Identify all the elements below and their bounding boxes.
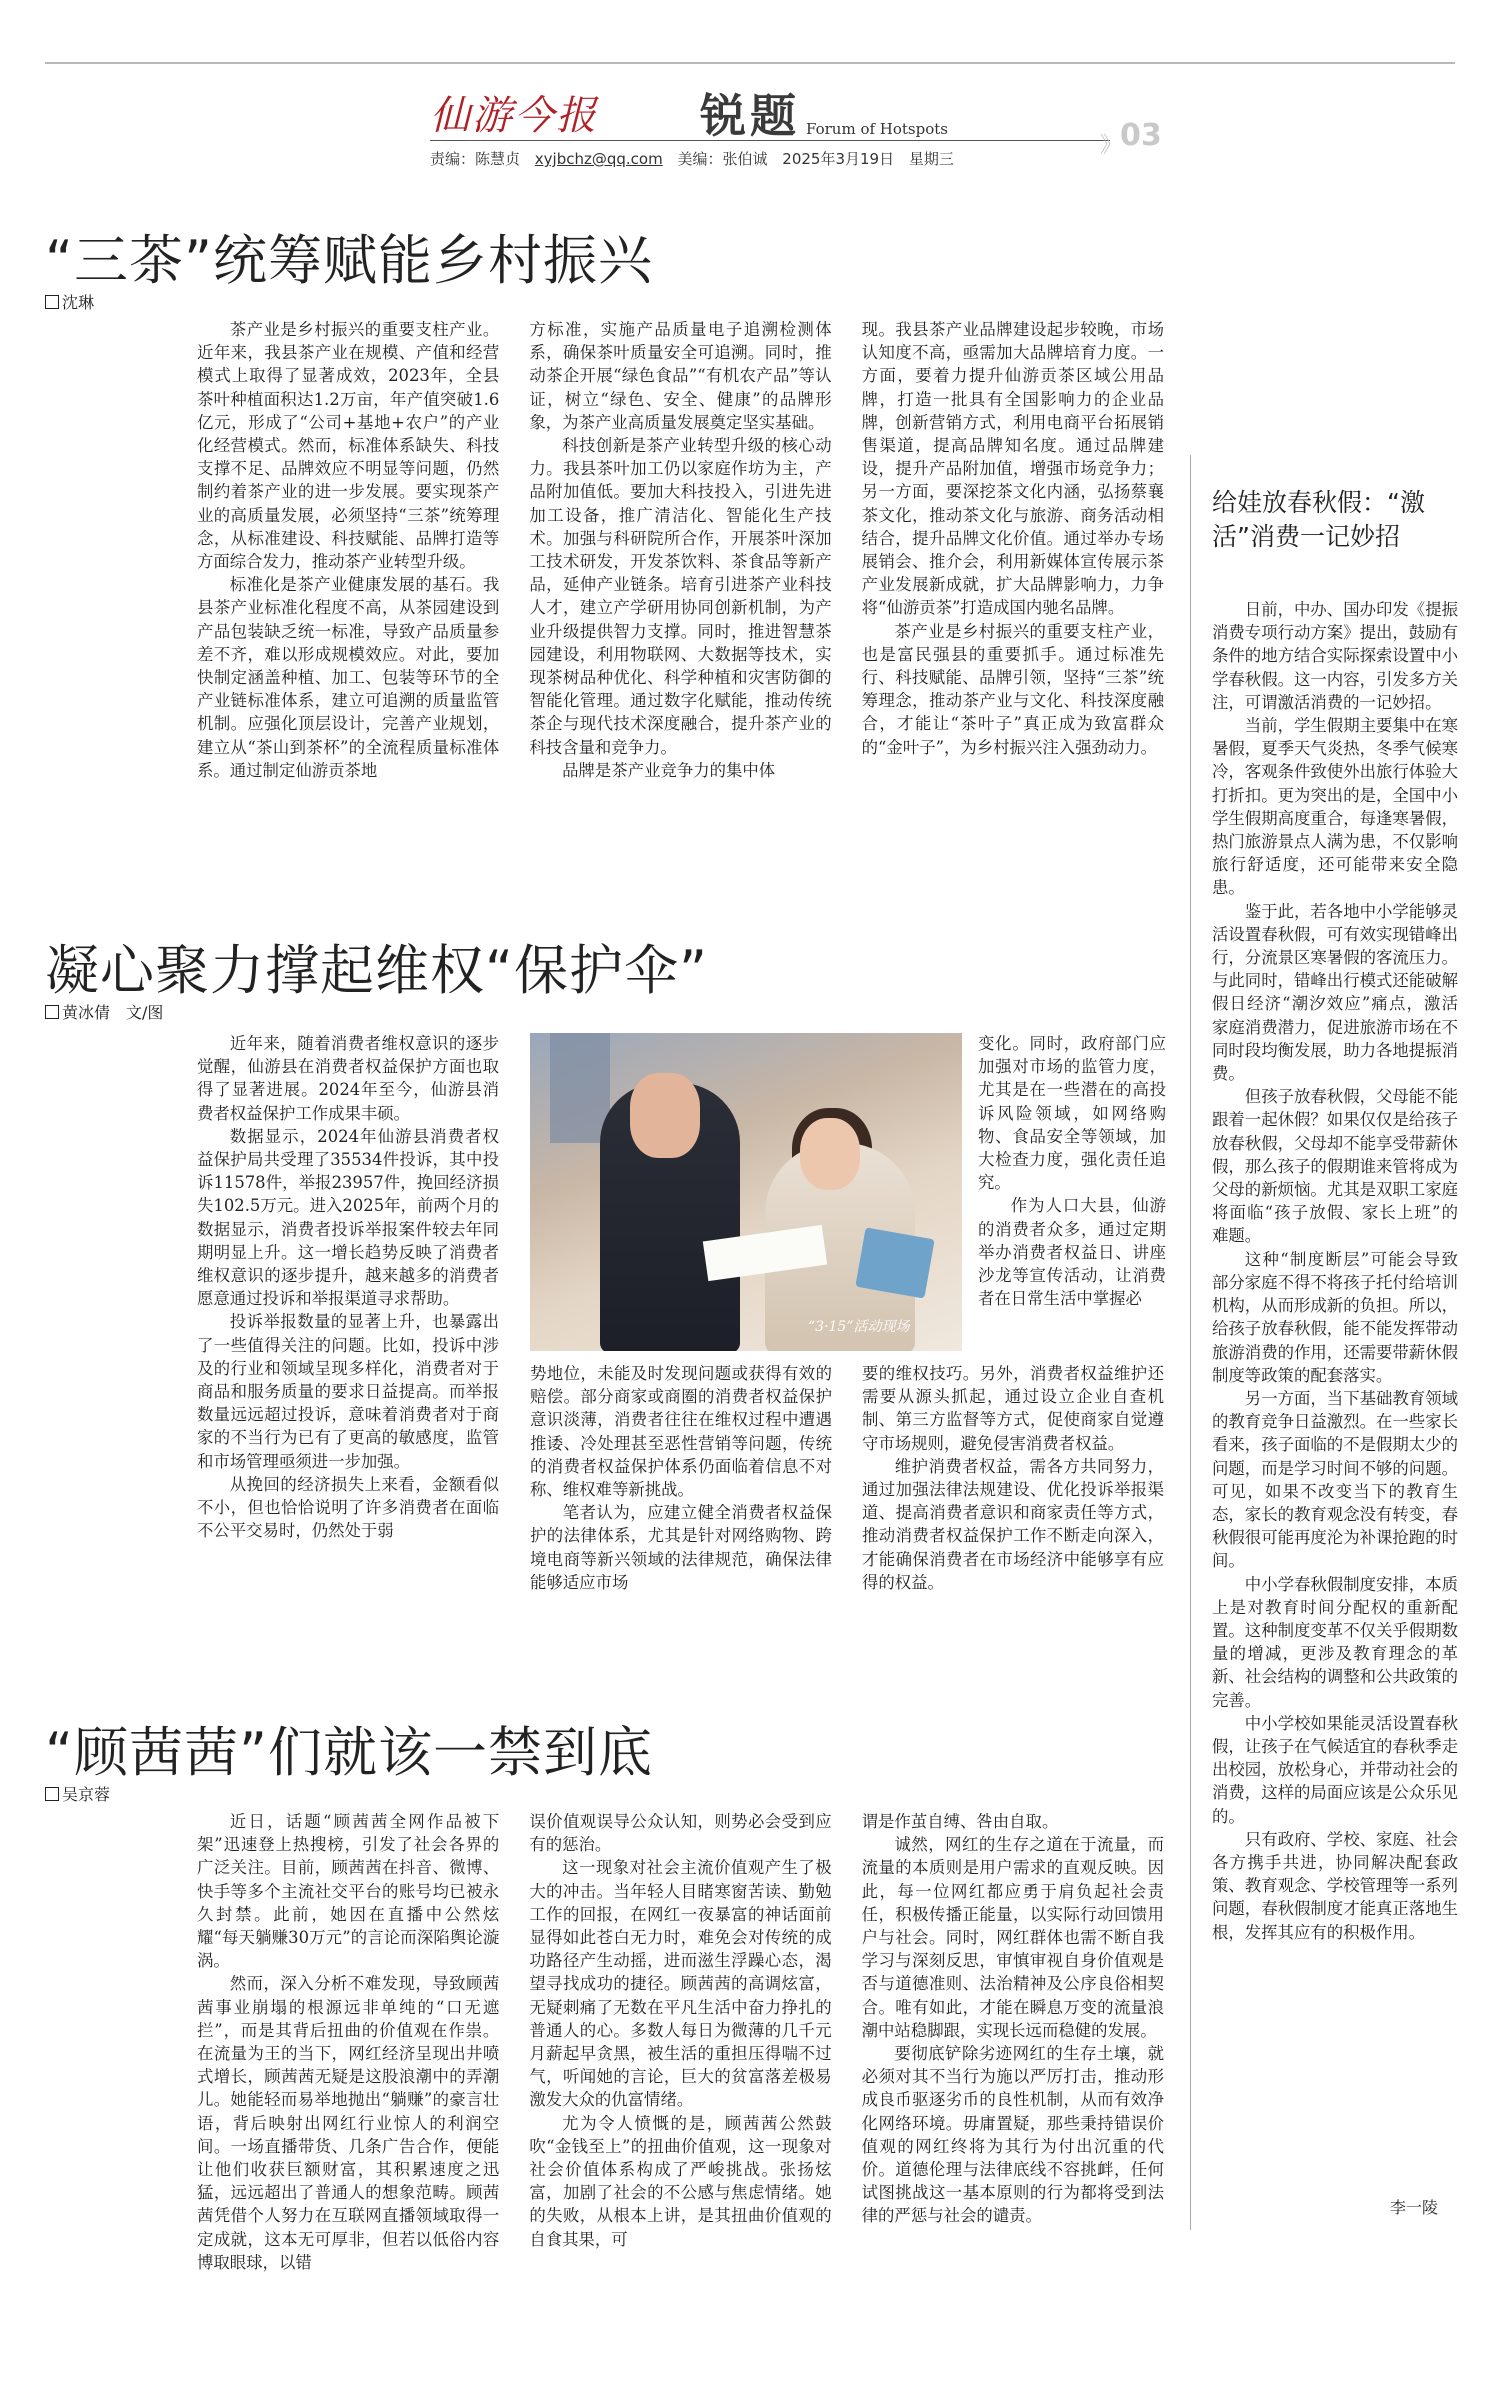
paragraph: 投诉举报数量的显著上升，也暴露出了一些值得关注的问题。比如，投诉中涉及的行业和领域呈现多样化，消费者对于商品和服务质量的要求日益提高。而举报数量远远超过投诉，意味着消费者对于商家的不当行为已有了更高的敏感度，监管和市场管理亟须进一步加强。 [197,1312,499,1471]
paragraph: 然而，深入分析不难发现，导致顾茜茜事业崩塌的根源远非单纯的“口无遮拦”，而是其背后扭曲的价值观在作祟。在流量为王的当下，网红经济呈现出井喷式增长，顾茜茜无疑是这股浪潮中的弄潮儿。她能轻而易举地抛出“躺赚”的豪言壮语，背后映射出网红行业惊人的利润空间。一场直播带货、几条广告合作，便能让他们收获巨额财富，其积累速度之迅猛，远远超出了普通人的想象范畴。顾茜茜凭借个人努力在互联网直播领域取得一定成就，这本无可厚非，但若以低俗内容博取眼球，以错 [197,1974,500,2272]
sidebar-body [1212,598,1458,1944]
paragraph: 中小学校如果能灵活设置春秋假，让孩子在气候适宜的春秋季走出校园，放松身心，并带动社会的消费，这样的局面应该是公众乐见的。 [1212,1713,1458,1826]
issue-date: 2025年3月19日 [782,150,895,168]
paragraph: 谓是作茧自缚、咎由自取。 [861,1812,1059,1831]
article2-column-1 [197,1032,499,1687]
article3-column-1 [197,1810,499,2340]
paragraph: 笔者认为，应建立健全消费者权益保护的法律体系，尤其是针对网络购物、跨境电商等新兴领域的法律规范，确保法律能够适应市场 [530,1503,832,1592]
paragraph: 另一方面，当下基础教育领域的教育竞争日益激烈。在一些家长看来，孩子面临的不是假期太少的问题，而是学习时间不够的问题。可见，如果不改变当下的教育生态，家长的教育观念没有转变，春秋假很可能再度沦为补课抢跑的时间。 [1212,1388,1458,1571]
masthead-logo: 仙游今报 [430,93,598,139]
art-editor-name: 美编：张伯诚 [677,150,768,168]
paragraph: 从挽回的经济损失上来看，金额看似不小，但也恰恰说明了许多消费者在面临不公平交易时，仍然处于弱 [197,1474,499,1541]
paragraph: 茶产业是乡村振兴的重要支柱产业，也是富民强县的重要抓手。通过标准先行、科技赋能、品牌引领，坚持“三茶”统筹理念，推动茶产业与文化、科技深度融合，才能让“茶叶子”真正成为致富群众的“金叶子”，为乡村振兴注入强劲动力。 [861,621,1164,757]
column-name: 锐题 [700,89,800,143]
column-subtitle: Forum of Hotspots [806,120,948,138]
paragraph: 误价值观误导公众认知，则势必会受到应有的惩治。 [529,1812,832,1855]
paragraph: 科技创新是茶产业转型升级的核心动力。我县茶叶加工仍以家庭作坊为主，产品附加值低。要加大科技投入，引进先进加工设备，推广清洁化、智能化生产技术。加强与科研院所合作，开展茶叶深加工技术研发，开发茶饮料、茶食品等新产品，延伸产业链条。培育引进茶产业科技人才，建立产学研用协同创新机制，为产业升级提供智力支撑。同时，推进智慧茶园建设，利用物联网、大数据等技术，实现茶树品种优化、科学种植和灾害防御的智能化管理。通过数字化赋能，推动传统茶企与现代技术深度融合，提升茶产业的科技含量和竞争力。 [529,436,832,757]
paragraph: 作为人口大县，仙游的消费者众多，通过定期举办消费者权益日、讲座沙龙等宣传活动，让消费者在日常生活中掌握必 [978,1196,1166,1309]
article2-title: 凝心聚力撑起维权“保护伞” [45,939,708,1002]
paragraph: 只有政府、学校、家庭、社会各方携手共进，协同解决配套政策、教育观念、学校管理等一系列问题，春秋假制度才能真正落地生根，发挥其应有的积极作用。 [1212,1829,1458,1942]
article2-column-3-bottom [862,1362,1164,1687]
paragraph: 现。我县茶产业品牌建设起步较晚，市场认知度不高，亟需加大品牌培育力度。一方面，要着力提升仙游贡茶区域公用品牌，打造一批具有全国影响力的企业品牌，创新营销方式，利用电商平台拓展销售渠道，提高品牌知名度。通过品牌建设，提升产品附加值，增强市场竞争力；另一方面，要深挖茶文化内涵，弘扬蔡襄茶文化，推动茶文化与旅游、商务活动相结合，提升品牌文化价值。通过举办专场展销会、推介会，利用新媒体宣传展示茶产业发展新成就，扩大品牌影响力，力争将“仙游贡茶”打造成国内驰名品牌。 [861,320,1164,618]
sidebar-divider [1190,455,1191,2230]
top-rule [45,62,1455,64]
editor-email[interactable]: xyjbchz@qq.com [534,150,663,168]
paragraph: 诚然，网红的生存之道在于流量，而流量的本质则是用户需求的直观反映。因此，每一位网红都应勇于肩负起社会责任，积极传播正能量，以实际行动回馈用户与社会。同时，网红群体也需不断自我学习与深刻反思，审慎审视自身价值观是否与道德准则、法治精神及公序良俗相契合。唯有如此，才能在瞬息万变的流量浪潮中站稳脚跟，实现长远而稳健的发展。 [861,1835,1164,2040]
paragraph: 日前，中办、国办印发《提振消费专项行动方案》提出，鼓励有条件的地方结合实际探索设置中小学春秋假。这一内容，引发多方关注，可谓激活消费的一记妙招。 [1212,600,1458,712]
paragraph: 维护消费者权益，需各方共同努力，通过加强法律法规建设、优化投诉举报渠道、提高消费者意识和商家责任等方式，推动消费者权益保护工作不断走向深入，才能确保消费者在市场经济中能够享有应得的权益。 [862,1456,1164,1592]
paragraph: 鉴于此，若各地中小学能够灵活设置春秋假，可有效实现错峰出行，分流景区寒暑假的客流压力。与此同时，错峰出行模式还能破解假日经济“潮汐效应”痛点，激活家庭消费潜力，促进旅游市场在不同时段均衡发展，助力各地提振消费。 [1212,901,1458,1084]
article2-column-3-top [978,1032,1166,1350]
paragraph: 中小学春秋假制度安排，本质上是对教育时间分配权的重新配置。这种制度变革不仅关乎假期数量的增减，更涉及教育理念的革新、社会结构的调整和公共政策的完善。 [1212,1574,1458,1710]
sidebar-title: 给娃放春秋假：“激活”消费一记妙招 [1212,488,1425,551]
article1-byline: 沈琳 [45,290,94,313]
article2-byline: 黄冰倩 文/图 [45,1000,163,1023]
editor-name: 责编：陈慧贞 [430,150,521,168]
paragraph: 这种“制度断层”可能会导致部分家庭不得不将孩子托付给培训机构，从而形成新的负担。所以，给孩子放春秋假，能不能发挥带动旅游消费的作用，还需要带薪休假制度等政策的配套落实。 [1212,1249,1458,1385]
article1-column-2 [529,318,831,863]
article1-title: “三茶”统筹赋能乡村振兴 [45,229,653,292]
page-number: 03 [1120,118,1162,153]
paragraph: 尤为令人愤慨的是，顾茜茜公然鼓吹“金钱至上”的扭曲价值观，这一现象对社会价值体系构成了严峻挑战。张扬炫富，加剧了社会的不公感与焦虑情绪。她的失败，从根本上讲，是其扭曲价值观的自食其果，可 [529,2113,832,2249]
paragraph: 方标准，实施产品质量电子追溯检测体系，确保茶叶质量安全可追溯。同时，推动茶企开展“绿色食品”“有机农产品”等认证，树立“绿色、安全、健康”的品牌形象，为茶产业高质量发展奠定坚实基础。 [529,320,832,432]
paragraph: 数据显示，2024年仙游县消费者权益保护局共受理了35534件投诉，其中投诉11578件，举报23957件，挽回经济损失102.5万元。进入2025年，前两个月的数据显示，消费者投诉举报案件较去年同期明显上升。这一增长趋势反映了消费者维权意识的逐步提升，越来越多的消费者愿意通过投诉和举报渠道寻求帮助。 [197,1126,499,1309]
editor-info [430,148,964,169]
header-divider [430,140,1110,141]
paragraph: 近年来，随着消费者维权意识的逐步觉醒，仙游县在消费者权益保护方面也取得了显著进展。2024年至今，仙游县消费者权益保护工作成果丰硕。 [197,1034,499,1123]
article1-column-3 [862,318,1164,863]
page-arrow-icon: 》 [1100,133,1123,158]
sidebar-author: 李一陵 [1390,2198,1439,2217]
photo-caption: “3·15”活动现场 [808,1319,910,1335]
paragraph: 当前，学生假期主要集中在寒暑假，夏季天气炎热，冬季气候寒冷，客观条件致使外出旅行体验大打折扣。更为突出的是，全国中小学生假期高度重合，每逢寒暑假，热门旅游景点人满为患，不仅影响旅行舒适度，还可能带来安全隐患。 [1212,716,1458,898]
paragraph: 要的维权技巧。另外，消费者权益维护还需要从源头抓起，通过设立企业自查机制、第三方监督等方式，促使商家自觉遵守市场规则，避免侵害消费者权益。 [862,1364,1164,1453]
paragraph: 这一现象对社会主流价值观产生了极大的冲击。当年轻人目睹寒窗苦读、勤勉工作的回报，在网红一夜暴富的神话面前显得如此苍白无力时，难免会对传统的成功路径产生动摇，进而滋生浮躁心态，渴望寻找成功的捷径。顾茜茜的高调炫富，无疑刺痛了无数在平凡生活中奋力挣扎的普通人的心。多数人每日为微薄的几千元月薪起早贪黑，被生活的重担压得喘不过气，听闻她的言论，巨大的贫富落差极易激发大众的仇富情绪。 [529,1858,832,2110]
article1-body [197,318,1164,863]
article3-column-3 [862,1810,1164,2340]
event-photo [530,1033,962,1351]
paragraph: 品牌是茶产业竞争力的集中体 [562,760,776,780]
article3-title: “顾茜茜”们就该一禁到底 [45,1721,653,1784]
paragraph: 近日，话题“顾茜茜全网作品被下架”迅速登上热搜榜，引发了社会各界的广泛关注。目前，顾茜茜在抖音、微博、快手等多个主流社交平台的账号均已被永久封禁。此前，她因在直播中公然炫耀“每天躺赚30万元”的言论而深陷舆论漩涡。 [197,1812,500,1971]
article3-byline: 吴京蓉 [45,1782,110,1805]
issue-weekday: 星期三 [908,150,954,168]
paragraph: 变化。同时，政府部门应加强对市场的监管力度，尤其是在一些潜在的高投诉风险领域，如网络购物、食品安全等领域，加大检查力度，强化责任追究。 [978,1034,1166,1193]
paragraph: 但孩子放春秋假，父母能不能跟着一起休假？如果仅仅是给孩子放春秋假，父母却不能享受带薪休假，那么孩子的假期谁来管将成为父母的新烦恼。尤其是双职工家庭将面临“孩子放假、家长上班”的难题。 [1212,1087,1458,1246]
article3-body [197,1810,1164,2340]
paragraph: 茶产业是乡村振兴的重要支柱产业。近年来，我县茶产业在规模、产值和经营模式上取得了显著成效，2023年，全县茶叶种植面积达1.2万亩，年产值突破1.6亿元，形成了“公司+基地+农户”的产业化经营模式。然而，标准体系缺失、科技支撑不足、品牌效应不明显等问题，仍然制约着茶产业的进一步发展。要实现茶产业的高质量发展，必须坚持“三茶”统筹理念，从标准建设、科技赋能、品牌打造等方面综合发力，推动茶产业转型升级。 [197,320,500,572]
article3-column-2 [529,1810,831,2340]
article1-column-1 [197,318,499,863]
paragraph: 标准化是茶产业健康发展的基石。我县茶产业标准化程度不高，从茶园建设到产品包装缺乏统一标准，导致产品质量参差不齐，难以形成规模效应。对此，要加快制定涵盖种植、加工、包装等环节的全产业链标准体系，建立可追溯的质量监管机制。应强化顶层设计，完善产业规划，建立从“茶山到茶杯”的全流程质量标准体系。通过制定仙游贡茶地 [197,575,500,780]
paragraph: 要彻底铲除劣迹网红的生存土壤，就必须对其不当行为施以严厉打击，推动形成良币驱逐劣币的良性机制，从而有效净化网络环境。毋庸置疑，那些秉持错误价值观的网红终将为其行为付出沉重的代价。道德伦理与法律底线不容挑衅，任何试图挑战这一基本原则的行为都将受到法律的严惩与社会的谴责。 [861,2044,1164,2226]
article2-column-2 [530,1362,832,1687]
paragraph: 势地位，未能及时发现问题或获得有效的赔偿。部分商家或商圈的消费者权益保护意识淡薄，消费者往往在维权过程中遭遇推诿、冷处理甚至恶性营销等问题，传统的消费者权益保护体系仍面临着信息不对称、维权难等新挑战。 [530,1364,832,1500]
